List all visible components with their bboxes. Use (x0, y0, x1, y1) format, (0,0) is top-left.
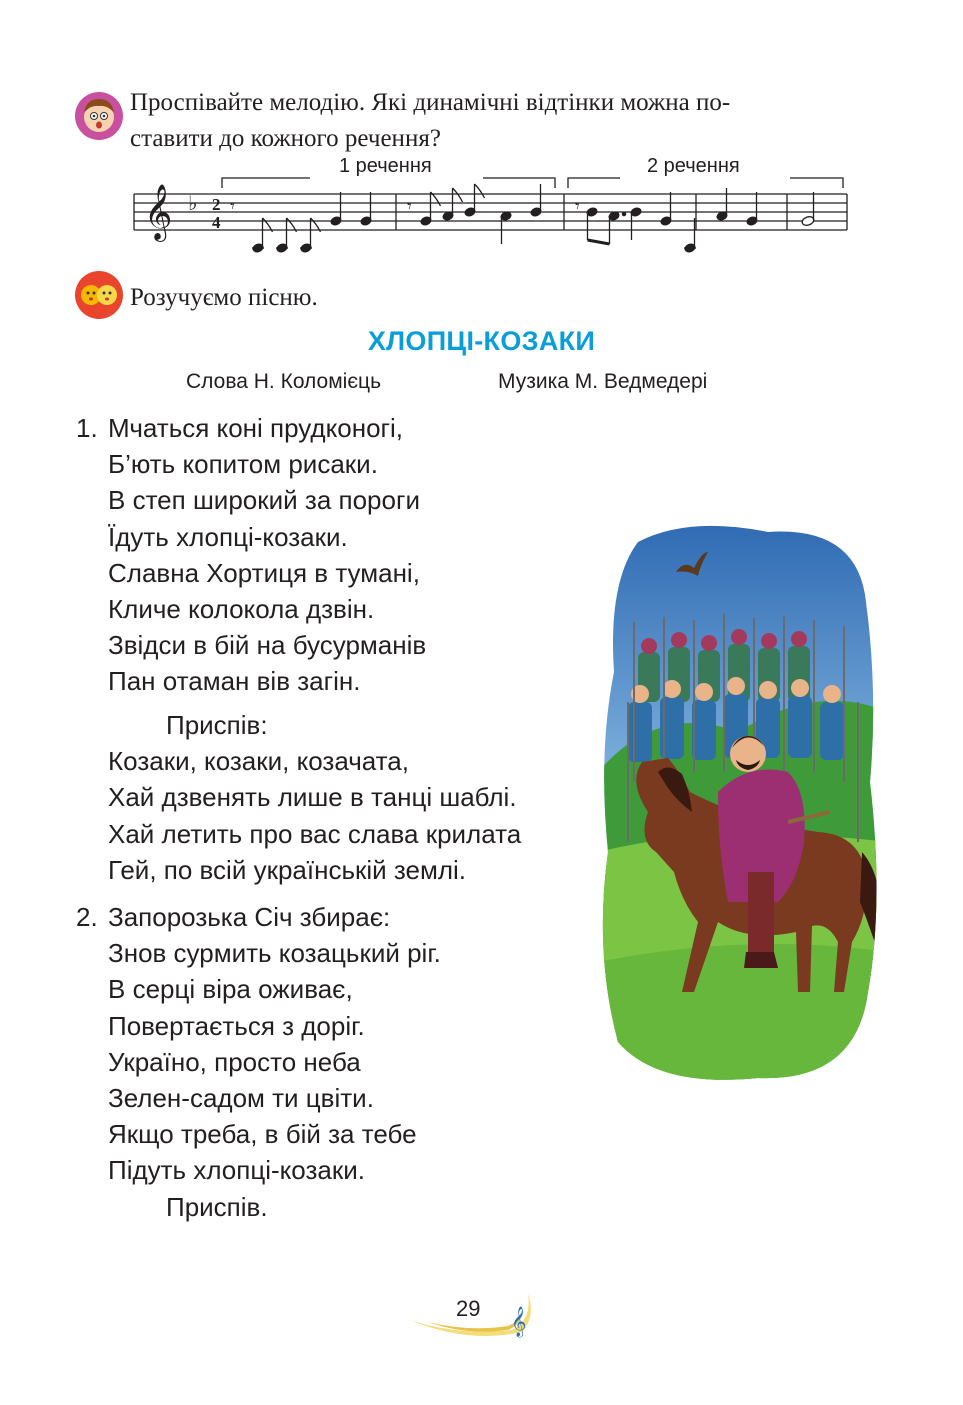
svg-text:𝄾: 𝄾 (230, 196, 235, 217)
task2-text: Розучуємо пісню. (130, 284, 318, 311)
verse-line: Пан отаман вів загін. (108, 666, 361, 697)
chorus-reference: Приспів. (166, 1191, 268, 1222)
phrase1-label: 1 речення (339, 155, 432, 177)
music-credit: Музика М. Ведмедері (498, 370, 708, 393)
verse-line: Знов сурмить козацький ріг. (108, 938, 441, 969)
verse-line: Підуть хлопці-козаки. (108, 1155, 365, 1186)
chorus-line: Хай летить про вас слава крилата (108, 818, 522, 849)
verse-line: Б’ють копитом рисаки. (108, 449, 378, 480)
verse-line: 2. Запорозька Січ збирає: (76, 899, 441, 935)
verse-line: Їдуть хлопці-козаки. (108, 521, 348, 552)
two-faces-icon (74, 270, 124, 320)
music-staff (130, 152, 852, 262)
chorus-line: Хай дзвенять лише в танці шаблі. (108, 782, 517, 813)
phrase2-bracket-left (568, 178, 620, 188)
phrase1-bracket-left (222, 178, 310, 188)
verse-2 (76, 899, 441, 1225)
svg-text:𝄞: 𝄞 (511, 1307, 527, 1337)
verse-line: Кличе колокола дзвін. (108, 593, 375, 624)
task1-text (130, 85, 730, 157)
verse-line: 1. Мчаться коні прудконогі, (76, 410, 426, 446)
verse-line: Якщо треба, в бій за тебе (108, 1119, 417, 1150)
time-sig-bottom: 4 (212, 213, 221, 232)
cossack-rider-illustration (598, 522, 888, 1092)
flat-sign-icon: ♭ (188, 191, 198, 215)
verse-line: Повертається з доріг. (108, 1010, 365, 1041)
song-title: ХЛОПЦІ-КОЗАКИ (367, 326, 596, 356)
verse-line: Славна Хортиця в тумані, (108, 557, 420, 588)
phrase2-label: 2 речення (647, 155, 740, 177)
verse-line: Україно, просто неба (108, 1046, 361, 1077)
verse-number: 2. (76, 902, 98, 932)
lyrics-credit: Слова Н. Коломієць (186, 370, 382, 393)
chorus-line: Козаки, козаки, козачата, (108, 746, 409, 777)
svg-text:𝄾: 𝄾 (407, 196, 412, 217)
treble-clef-icon: 𝄞 (144, 184, 173, 240)
page-number: 29 (456, 1296, 481, 1321)
verse-1 (76, 410, 426, 700)
chorus (76, 707, 521, 888)
verse-line: В степ широкий за пороги (108, 485, 420, 516)
time-sig-top: 2 (212, 195, 221, 214)
verse-line: Зелен-садом ти цвіти. (108, 1082, 374, 1113)
task1-line2: ставити до кожного речення? (130, 125, 441, 152)
phrase2-bracket-right (790, 178, 843, 188)
verse-number: 1. (76, 413, 98, 443)
verse-line: В серці віра оживає, (108, 974, 353, 1005)
svg-text:𝄾: 𝄾 (575, 196, 580, 217)
task1-line1: Проспівайте мелодію. Які динамічні відтінки можна по- (130, 89, 731, 116)
verse-line: Звідси в бій на бусурманів (108, 630, 427, 661)
chorus-line: Гей, по всій українській землі. (108, 854, 467, 885)
chorus-heading: Приспів: (166, 710, 268, 740)
singing-boy-icon (74, 91, 124, 141)
phrase1-bracket-right (483, 178, 555, 188)
